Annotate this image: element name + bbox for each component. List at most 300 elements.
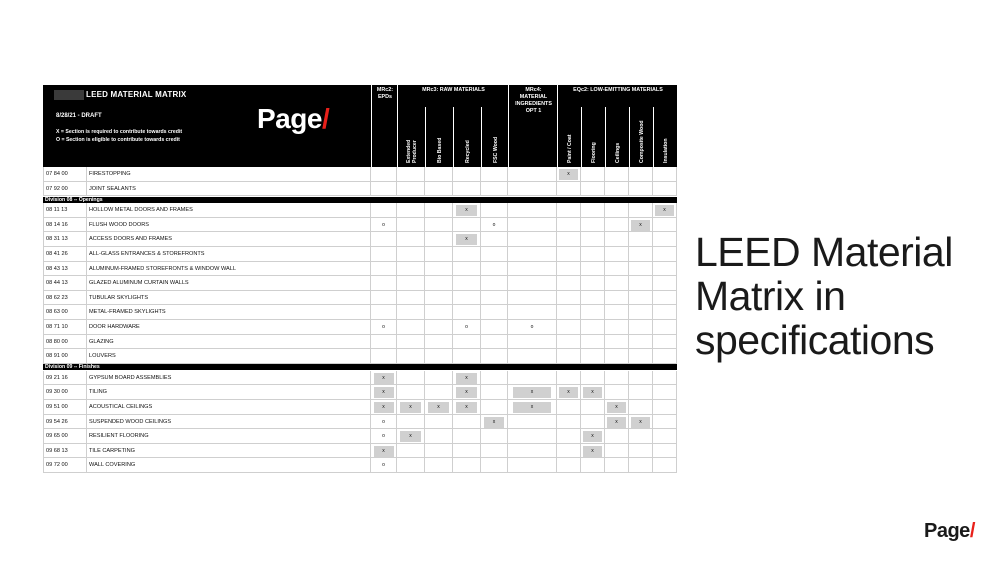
section-code: 08 63 00 <box>43 305 87 320</box>
matrix-cell <box>605 182 629 197</box>
matrix-cell <box>371 415 397 430</box>
required-mark: x <box>559 169 577 180</box>
eligible-mark: o <box>382 324 385 330</box>
matrix-title: LEED MATERIAL MATRIX <box>86 90 187 99</box>
column-group-label: MRc3: RAW MATERIALS <box>422 87 485 93</box>
matrix-cell <box>508 167 557 182</box>
matrix-cell <box>581 167 605 182</box>
table-row <box>43 247 677 262</box>
matrix-cell <box>397 335 425 350</box>
section-name: JOINT SEALANTS <box>87 182 371 197</box>
corner-logo-text: Page <box>924 520 970 542</box>
required-mark: x <box>400 402 422 413</box>
matrix-cell <box>605 218 629 233</box>
matrix-cell <box>425 276 453 291</box>
matrix-cell <box>453 429 481 444</box>
matrix-cell <box>605 291 629 306</box>
matrix-cell <box>425 182 453 197</box>
column-header <box>581 107 606 167</box>
matrix-cell <box>557 444 581 459</box>
eligible-mark: o <box>530 324 534 330</box>
section-name: SUSPENDED WOOD CEILINGS <box>87 415 371 430</box>
matrix-cell <box>481 400 508 415</box>
matrix-cell <box>481 262 508 277</box>
matrix-cell <box>481 182 508 197</box>
matrix-cell <box>605 444 629 459</box>
matrix-cell <box>397 291 425 306</box>
division-header: Division 09 -- Finishes <box>43 364 677 370</box>
required-mark: x <box>631 417 649 428</box>
eligible-mark: o <box>382 221 385 228</box>
table-row <box>43 444 677 459</box>
matrix-cell <box>629 371 653 386</box>
matrix-cell <box>481 444 508 459</box>
matrix-cell <box>397 232 425 247</box>
column-header-label: Ceilings <box>615 142 621 163</box>
column-header-label: Flooring <box>591 142 597 163</box>
matrix-cell <box>371 232 397 247</box>
eligible-mark: o <box>382 433 385 440</box>
matrix-cell <box>508 429 557 444</box>
matrix-cell <box>581 262 605 277</box>
matrix-cell <box>481 232 508 247</box>
section-name: WALL COVERING <box>87 458 371 473</box>
matrix-cell <box>397 182 425 197</box>
column-group-label: MRc4: MATERIAL INGREDIENTS OPT 1 <box>515 87 552 114</box>
matrix-cell <box>605 232 629 247</box>
column-header-label: FSC Wood <box>492 136 499 163</box>
matrix-cell <box>481 335 508 350</box>
matrix-cell <box>605 305 629 320</box>
matrix-cell <box>581 444 605 459</box>
required-mark: x <box>374 446 394 457</box>
matrix-cell <box>425 444 453 459</box>
matrix-cell <box>453 203 481 218</box>
matrix-cell <box>371 218 397 233</box>
matrix-cell <box>481 385 508 400</box>
section-code: 09 68 13 <box>43 444 87 459</box>
matrix-cell <box>481 218 508 233</box>
matrix-cell <box>605 429 629 444</box>
matrix-cell <box>653 335 677 350</box>
matrix-cell <box>557 203 581 218</box>
matrix-cell <box>371 182 397 197</box>
matrix-cell <box>371 247 397 262</box>
matrix-cell <box>397 167 425 182</box>
matrix-cell <box>605 247 629 262</box>
matrix-cell <box>557 262 581 277</box>
section-code: 08 11 13 <box>43 203 87 218</box>
slide-title-line: Matrix in <box>695 273 846 319</box>
required-mark: x <box>484 417 505 428</box>
matrix-cell <box>453 458 481 473</box>
matrix-cell <box>581 232 605 247</box>
matrix-cell <box>557 232 581 247</box>
table-row <box>43 305 677 320</box>
table-row <box>43 320 677 335</box>
corner-logo-slash: / <box>969 520 975 542</box>
matrix-cell <box>481 320 508 335</box>
matrix-cell <box>425 458 453 473</box>
slide-title <box>695 230 953 362</box>
section-code: 08 91 00 <box>43 349 87 364</box>
eligible-mark: o <box>382 418 385 425</box>
matrix-cell <box>371 203 397 218</box>
matrix-cell <box>453 400 481 415</box>
section-name: LOUVERS <box>87 349 371 364</box>
matrix-cell <box>371 400 397 415</box>
matrix-cell <box>605 400 629 415</box>
matrix-cell <box>629 335 653 350</box>
required-mark: x <box>456 387 478 398</box>
matrix-cell <box>653 203 677 218</box>
column-header <box>605 107 630 167</box>
required-mark: x <box>400 431 422 442</box>
matrix-cell <box>629 349 653 364</box>
matrix-cell <box>453 167 481 182</box>
matrix-cell <box>629 182 653 197</box>
table-row <box>43 218 677 233</box>
required-mark: x <box>583 387 601 398</box>
required-mark: x <box>513 402 551 413</box>
section-name: GLAZED ALUMINUM CURTAIN WALLS <box>87 276 371 291</box>
matrix-cell <box>605 415 629 430</box>
column-header-label: Extended Producer <box>406 139 418 163</box>
matrix-cell <box>629 305 653 320</box>
column-group-label: EQc2: LOW-EMITTING MATERIALS <box>573 87 663 93</box>
matrix-cell <box>605 276 629 291</box>
matrix-cell <box>629 232 653 247</box>
matrix-header <box>43 85 677 167</box>
matrix-cell <box>425 167 453 182</box>
matrix-cell <box>581 320 605 335</box>
required-mark: x <box>583 431 601 442</box>
section-code: 08 62 23 <box>43 291 87 306</box>
matrix-cell <box>629 415 653 430</box>
section-code: 09 72 00 <box>43 458 87 473</box>
required-mark: x <box>607 402 625 413</box>
section-name: FIRESTOPPING <box>87 167 371 182</box>
matrix-cell <box>557 247 581 262</box>
matrix-cell <box>371 262 397 277</box>
matrix-cell <box>453 262 481 277</box>
matrix-cell <box>453 371 481 386</box>
column-group-label: MRc2: EPDs <box>376 87 394 100</box>
matrix-cell <box>653 349 677 364</box>
matrix-cell <box>581 371 605 386</box>
section-name: TUBULAR SKYLIGHTS <box>87 291 371 306</box>
matrix-cell <box>508 305 557 320</box>
table-row <box>43 232 677 247</box>
table-row <box>43 385 677 400</box>
column-group <box>371 85 398 167</box>
matrix-cell <box>481 458 508 473</box>
matrix-cell <box>653 262 677 277</box>
matrix-cell <box>508 371 557 386</box>
matrix-cell <box>605 458 629 473</box>
column-header-label: Insulation <box>663 138 669 163</box>
matrix-cell <box>425 349 453 364</box>
matrix-cell <box>629 262 653 277</box>
matrix-cell <box>557 400 581 415</box>
matrix-cell <box>653 276 677 291</box>
table-row <box>43 429 677 444</box>
matrix-cell <box>397 203 425 218</box>
matrix-cell <box>508 415 557 430</box>
matrix-cell <box>425 429 453 444</box>
matrix-cell <box>557 385 581 400</box>
division-header: Division 08 -- Openings <box>43 197 677 203</box>
matrix-cell <box>508 335 557 350</box>
section-code: 08 44 13 <box>43 276 87 291</box>
required-mark: x <box>631 220 649 231</box>
matrix-cell <box>581 349 605 364</box>
matrix-cell <box>397 429 425 444</box>
required-mark: x <box>513 387 551 398</box>
section-name: TILE CARPETING <box>87 444 371 459</box>
matrix-cell <box>508 218 557 233</box>
matrix-cell <box>371 335 397 350</box>
required-mark: x <box>374 402 394 413</box>
table-row <box>43 203 677 218</box>
matrix-cell <box>481 371 508 386</box>
section-name: GLAZING <box>87 335 371 350</box>
section-code: 08 80 00 <box>43 335 87 350</box>
matrix-cell <box>557 429 581 444</box>
matrix-cell <box>397 262 425 277</box>
slide-title-line: specifications <box>695 317 935 363</box>
matrix-cell <box>653 458 677 473</box>
section-name: GYPSUM BOARD ASSEMBLIES <box>87 371 371 386</box>
matrix-cell <box>453 232 481 247</box>
column-header <box>425 107 454 167</box>
matrix-cell <box>397 444 425 459</box>
matrix-cell <box>653 385 677 400</box>
matrix-cell <box>481 349 508 364</box>
section-name: RESILIENT FLOORING <box>87 429 371 444</box>
matrix-cell <box>581 291 605 306</box>
matrix-cell <box>425 335 453 350</box>
matrix-cell <box>508 320 557 335</box>
matrix-cell <box>653 305 677 320</box>
matrix-cell <box>453 291 481 306</box>
section-code: 09 30 00 <box>43 385 87 400</box>
matrix-header-info <box>43 85 371 167</box>
section-code: 07 92 00 <box>43 182 87 197</box>
matrix-cell <box>371 167 397 182</box>
eligible-mark: o <box>492 221 496 228</box>
matrix-cell <box>425 320 453 335</box>
matrix-cell <box>629 167 653 182</box>
matrix-cell <box>581 218 605 233</box>
column-header-label: Bio Based <box>437 137 443 163</box>
matrix-cell <box>453 335 481 350</box>
matrix-cell <box>557 218 581 233</box>
legend-x-note: X = Section is required to contribute towards credit <box>56 129 183 135</box>
matrix-cell <box>371 444 397 459</box>
matrix-cell <box>508 385 557 400</box>
matrix-cell <box>481 167 508 182</box>
table-row <box>43 349 677 364</box>
matrix-cell <box>581 276 605 291</box>
column-group <box>508 85 558 167</box>
matrix-cell <box>557 349 581 364</box>
matrix-cell <box>425 247 453 262</box>
matrix-cell <box>371 276 397 291</box>
required-mark: x <box>655 205 673 216</box>
page-logo <box>257 103 329 135</box>
legend-o-note: O = Section is eligible to contribute towards credit <box>56 137 180 143</box>
matrix-cell <box>653 232 677 247</box>
matrix-cell <box>581 415 605 430</box>
section-code: 08 14 16 <box>43 218 87 233</box>
matrix-cell <box>605 385 629 400</box>
matrix-cell <box>481 291 508 306</box>
matrix-cell <box>508 291 557 306</box>
matrix-cell <box>605 262 629 277</box>
matrix-cell <box>425 371 453 386</box>
eligible-mark: o <box>465 324 468 330</box>
matrix-cell <box>557 167 581 182</box>
matrix-cell <box>653 182 677 197</box>
required-mark: x <box>456 402 478 413</box>
section-code: 08 31 13 <box>43 232 87 247</box>
section-code: 08 43 13 <box>43 262 87 277</box>
matrix-cell <box>508 276 557 291</box>
table-row <box>43 291 677 306</box>
matrix-cell <box>629 320 653 335</box>
matrix-cell <box>653 218 677 233</box>
matrix-cell <box>653 371 677 386</box>
matrix-cell <box>629 385 653 400</box>
matrix-cell <box>653 400 677 415</box>
slide-title-line: LEED Material <box>695 229 953 275</box>
matrix-cell <box>397 458 425 473</box>
table-row <box>43 335 677 350</box>
matrix-date: 8/28/21 - DRAFT <box>56 113 102 119</box>
table-row <box>43 167 677 182</box>
required-mark: x <box>456 205 478 216</box>
matrix-cell <box>508 203 557 218</box>
section-name: FLUSH WOOD DOORS <box>87 218 371 233</box>
matrix-cell <box>508 262 557 277</box>
matrix-cell <box>481 276 508 291</box>
table-row <box>43 262 677 277</box>
required-mark: x <box>559 387 577 398</box>
matrix-cell <box>453 385 481 400</box>
section-name: ACOUSTICAL CEILINGS <box>87 400 371 415</box>
matrix-cell <box>397 320 425 335</box>
section-code: 07 84 00 <box>43 167 87 182</box>
section-name: ACCESS DOORS AND FRAMES <box>87 232 371 247</box>
matrix-cell <box>371 429 397 444</box>
required-mark: x <box>374 387 394 398</box>
matrix-cell <box>653 167 677 182</box>
section-name: METAL-FRAMED SKYLIGHTS <box>87 305 371 320</box>
matrix-cell <box>425 218 453 233</box>
matrix-cell <box>629 276 653 291</box>
matrix-cell <box>629 218 653 233</box>
matrix-cell <box>425 305 453 320</box>
matrix-cell <box>371 291 397 306</box>
matrix-cell <box>397 371 425 386</box>
matrix-cell <box>581 429 605 444</box>
matrix-cell <box>653 291 677 306</box>
section-code: 09 65 00 <box>43 429 87 444</box>
section-code: 09 51 00 <box>43 400 87 415</box>
matrix-cell <box>508 400 557 415</box>
matrix-cell <box>425 385 453 400</box>
matrix-cell <box>397 415 425 430</box>
matrix-cell <box>453 415 481 430</box>
matrix-cell <box>425 415 453 430</box>
matrix-cell <box>481 203 508 218</box>
matrix-cell <box>508 458 557 473</box>
matrix-cell <box>508 349 557 364</box>
section-name: HOLLOW METAL DOORS AND FRAMES <box>87 203 371 218</box>
matrix-cell <box>557 305 581 320</box>
matrix-cell <box>629 247 653 262</box>
matrix-cell <box>581 203 605 218</box>
matrix-cell <box>557 291 581 306</box>
matrix-cell <box>425 262 453 277</box>
matrix-cell <box>629 444 653 459</box>
matrix-cell <box>508 247 557 262</box>
section-name: TILING <box>87 385 371 400</box>
section-code: 08 41 26 <box>43 247 87 262</box>
matrix-cell <box>481 247 508 262</box>
corner-page-logo <box>924 520 975 543</box>
matrix-cell <box>581 247 605 262</box>
matrix-cell <box>371 349 397 364</box>
matrix-cell <box>629 400 653 415</box>
required-mark: x <box>583 446 601 457</box>
matrix-cell <box>557 320 581 335</box>
matrix-cell <box>508 444 557 459</box>
page-logo-text: Page <box>257 103 322 134</box>
matrix-cell <box>653 415 677 430</box>
matrix-cell <box>557 371 581 386</box>
table-row <box>43 400 677 415</box>
column-header <box>557 107 582 167</box>
required-mark: x <box>456 234 478 245</box>
matrix-cell <box>581 182 605 197</box>
column-header <box>397 107 426 167</box>
page-logo-slash: / <box>321 103 330 134</box>
matrix-cell <box>581 458 605 473</box>
matrix-cell <box>371 458 397 473</box>
table-row <box>43 182 677 197</box>
matrix-cell <box>371 320 397 335</box>
matrix-cell <box>557 335 581 350</box>
matrix-cell <box>653 320 677 335</box>
column-header <box>653 107 678 167</box>
matrix-cell <box>605 349 629 364</box>
table-row <box>43 371 677 386</box>
table-row <box>43 458 677 473</box>
matrix-cell <box>581 335 605 350</box>
matrix-cell <box>557 182 581 197</box>
matrix-cell <box>453 276 481 291</box>
matrix-cell <box>481 415 508 430</box>
matrix-cell <box>629 291 653 306</box>
matrix-cell <box>557 415 581 430</box>
matrix-cell <box>453 247 481 262</box>
section-code: 09 54 26 <box>43 415 87 430</box>
matrix-cell <box>557 458 581 473</box>
matrix-cell <box>425 400 453 415</box>
matrix-cell <box>371 385 397 400</box>
